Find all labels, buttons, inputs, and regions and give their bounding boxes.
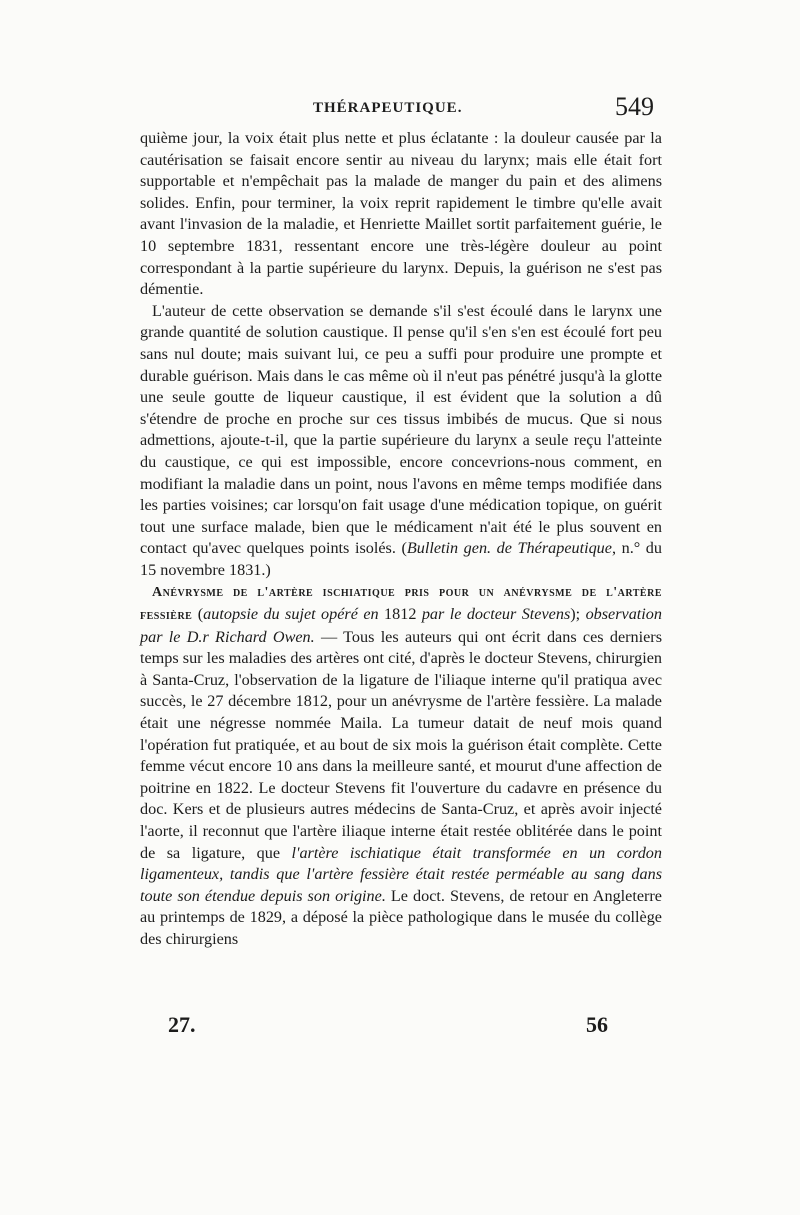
signature-mark-left: 27. <box>168 1012 196 1037</box>
paragraph <box>140 581 662 950</box>
text-segment: par le docteur Stevens <box>421 605 571 624</box>
text-segment: , n.° du 15 novembre 1831.) <box>140 539 662 579</box>
body-text <box>140 128 662 951</box>
text-segment: Anévrysme de l'artère ischiatique pris pour un anévrysme de l'artère fessière <box>140 585 662 624</box>
paragraph <box>140 301 662 582</box>
text-segment: Le doct. Stevens, de retour en Angleterre au printemps de 1829, a déposé la pièce pathologique dans le musée du collège des chirurgiens <box>140 886 662 948</box>
text-segment: autopsie du sujet opéré en <box>203 605 379 624</box>
text-segment: observation par le D.r Richard Owen. <box>140 605 662 646</box>
text-segment: ); <box>570 605 586 624</box>
page-header <box>138 92 658 124</box>
text-segment: l'artère ischiatique était transformée en un cordon ligamenteux, tandis que l'artère fessière était restée perméable au sang dans toute son étendue depuis son origine. <box>140 843 662 905</box>
text-segment: — Tous les auteurs qui ont écrit dans ces derniers temps sur les maladies des artères ont cité, d'après le docteur Stevens, chirurgien à Santa-Cruz, l'observation de la ligature de l'iliaque interne qu'il pratiqua avec succès, le 27 décembre 1812, pour un anévrysme de l'artère fessière. La malade était une négresse nommée Maila. La tumeur datait de neuf mois quand l'opération fut pratiquée, et au bout de six mois la guérison était complète. Cette femme vécut encore 10 ans dans la meilleure santé, et mourut d'une affection de poitrine en 1822. Le docteur Stevens fit l'ouverture du cadavre en présence du doc. Kers et de plusieurs autres médecins de Santa-Cruz, et après avoir injecté l'aorte, il reconnut que l'artère iliaque interne était restée oblitérée dans le point de sa ligature, que <box>140 627 662 862</box>
running-head: THÉRAPEUTIQUE. <box>313 100 463 116</box>
text-segment: Bulletin gen. de Thérapeutique <box>406 539 612 558</box>
paragraph <box>140 128 662 301</box>
text-segment: ( <box>192 605 204 624</box>
page-number: 549 <box>615 92 654 121</box>
text-segment: L'auteur de cette observation se demande s'il s'est écoulé dans le larynx une grande quantité de solution caustique. Il pense qu'il s'en s'en est écoulé fort peu sans nul doute; mais suivant lui, ce peu a suffi pour produire une prompte et durable guérison. Mais dans le cas même où il n'eut pas pénétré jusqu'à la glotte une seule goutte de liqueur caustique, il est évident que la solution a dû s'étendre de proche en proche sur ces tissus imbibés de mucus. Que si nous admettions, ajoute-t-il, que la partie supérieure du larynx a seule reçu l'atteinte du caustique, ce qui est impossible, encore concevrions-nous comment, en modifiant la maladie dans un point, nous l'avons en même temps modifiée dans les parties voisines; car lorsqu'on fait usage d'une médication topique, on guérit tout une surface malade, bien que le médicament n'ait été le plus souvent en contact qu'avec quelques points isolés. ( <box>140 301 662 558</box>
signature-mark-right: 56 <box>586 1012 608 1037</box>
text-segment: quième jour, la voix était plus nette et plus éclatante : la douleur causée par la cautérisation se faisait encore sentir au niveau du larynx; mais elle était fort supportable et n'empêchait pas la malade de manger du pain et des alimens solides. Enfin, pour terminer, la voix reprit rapidement le timbre qu'elle avait avant l'invasion de la maladie, et Henriette Maillet sortit parfaitement guérie, le 10 septembre 1831, ressentant encore une très-légère douleur au point correspondant à la partie supérieure du larynx. Depuis, la guérison ne s'est pas démentie. <box>140 129 662 299</box>
text-segment: 1812 <box>378 605 422 624</box>
page-footer <box>168 1012 608 1042</box>
